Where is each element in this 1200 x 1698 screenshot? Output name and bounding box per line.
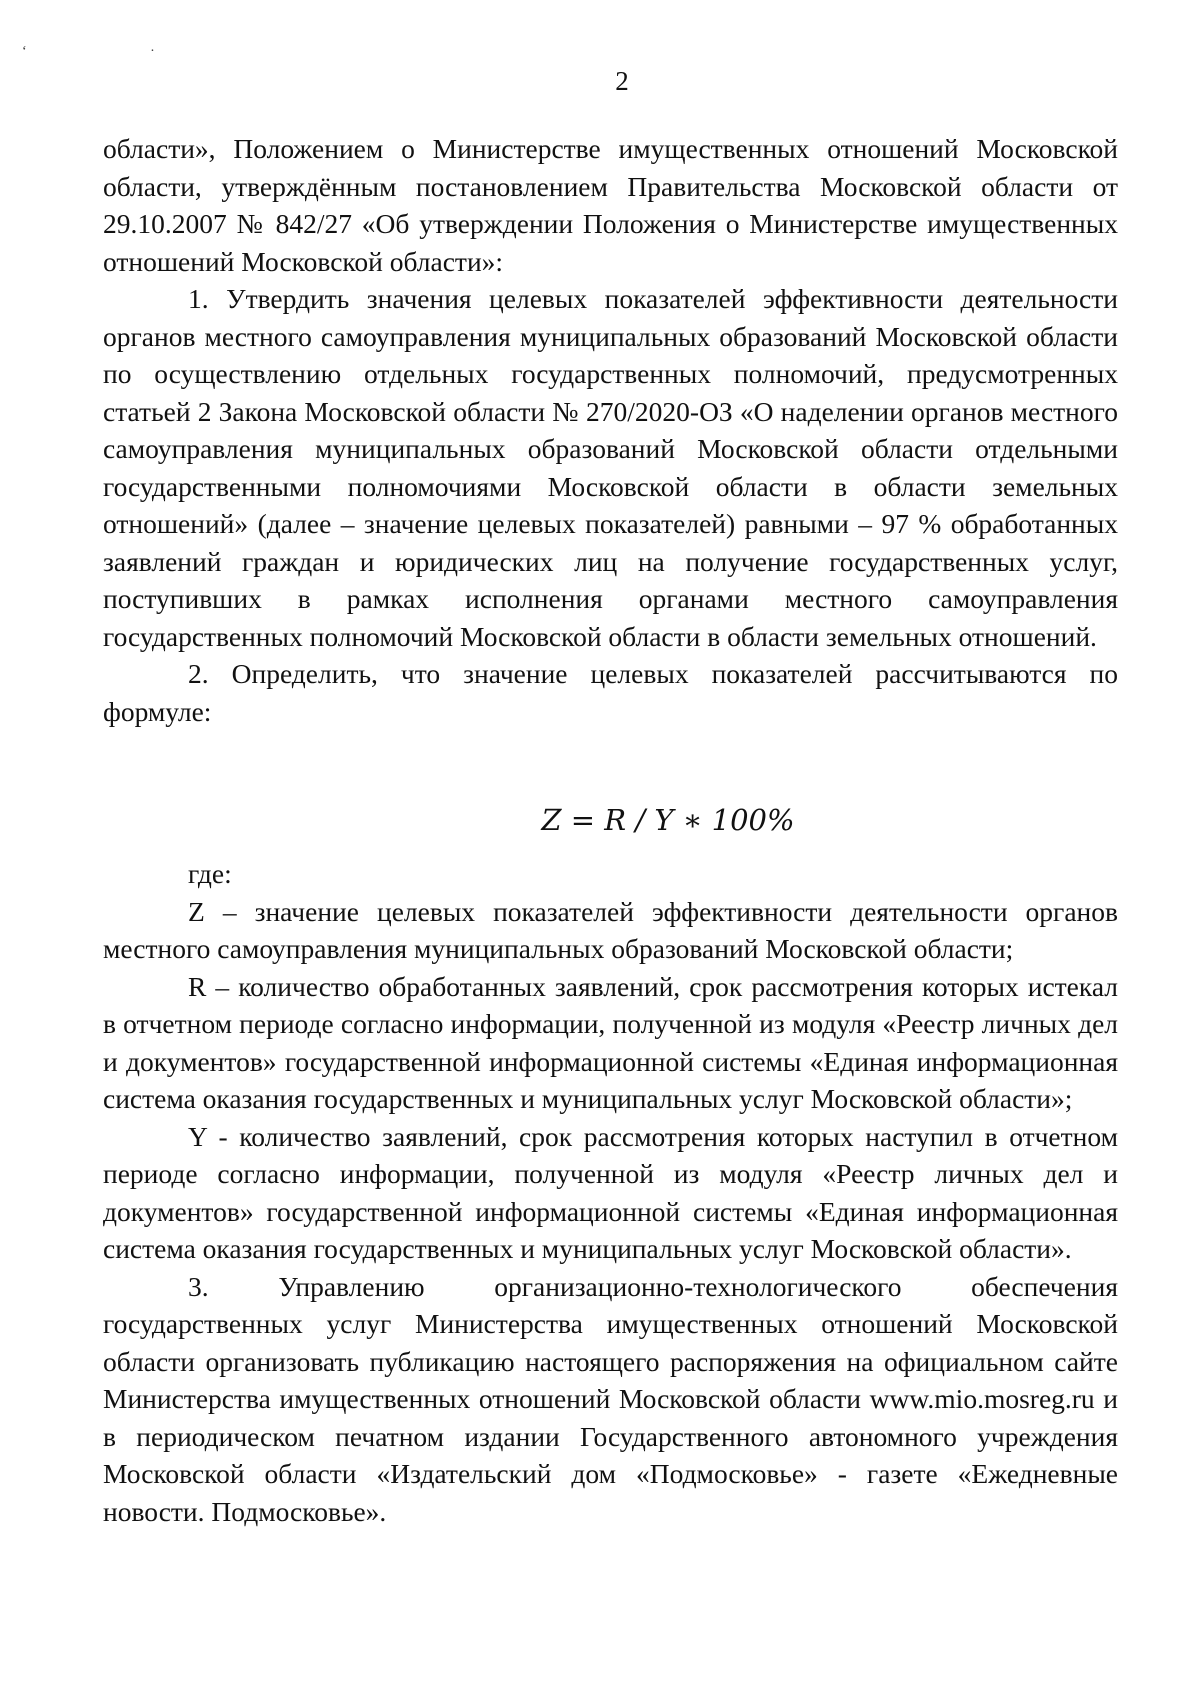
where-label: где: <box>188 858 232 889</box>
paragraph-item-3: 3. Управлению организационно-технологического обеспечения государственных услуг Министерства имущественных отношений Московской области организовать публикацию настоящего распоряжения на официальном сайте Министерства имущественных отношений Московской области www.mio.mosreg.ru и в периодическом печатном издании Государственного автономного учреждения Московской области «Издательский дом «Подмосковье» - газете «Ежедневные новости. Подмосковье». <box>103 1270 1118 1527</box>
definition-r: R – количество обработанных заявлений, срок рассмотрения которых истекал в отчетном периоде согласно информации, полученной из модуля «Реестр личных дел и документов» государственной информационной системы «Единая информационная система оказания государственных и муниципальных услуг Московской области»; <box>103 970 1118 1114</box>
definition-z: Z – значение целевых показателей эффективности деятельности органов местного самоуправления муниципальных образований Московской области; <box>103 895 1118 964</box>
paragraph-intro: области», Положением о Министерстве имущественных отношений Московской области, утверждённым постановлением Правительства Московской области от 29.10.2007 № 842/27 «Об утверждении Положения о Министерстве имущественных отношений Московской области»: <box>103 133 1118 277</box>
paragraph-item-1: 1. Утвердить значения целевых показателей эффективности деятельности органов местного самоуправления муниципальных образований Московской области по осуществлению отдельных государственных полномочий, предусмотренных статьей 2 Закона Московской области № 270/2020-ОЗ «О наделении органов местного самоуправления муниципальных образований Московской области отдельными государственными полномочиями Московской области в области земельных отношений» (далее – значение целевых показателей) равными – 97 % обработанных заявлений граждан и юридических лиц на получение государственных услуг, поступивших в рамках исполнения органами местного самоуправления государственных полномочий Московской области в области земельных отношений. <box>103 283 1118 652</box>
definition-y: Y - количество заявлений, срок рассмотрения которых наступил в отчетном периоде согласно информации, полученной из модуля «Реестр личных дел и документов» государственной информационной системы «Единая информационная система оказания государственных и муниципальных услуг Московской области». <box>103 1120 1118 1264</box>
text-block-top <box>103 130 1118 730</box>
page-number: 2 <box>615 66 629 96</box>
paragraph-item-2: 2. Определить, что значение целевых показателей рассчитываются по формуле: <box>103 658 1118 727</box>
scan-specks: ‘ · <box>22 44 215 59</box>
formula: Z = R / Y ∗ 100% <box>541 803 795 837</box>
text-block-bottom <box>103 855 1118 1530</box>
